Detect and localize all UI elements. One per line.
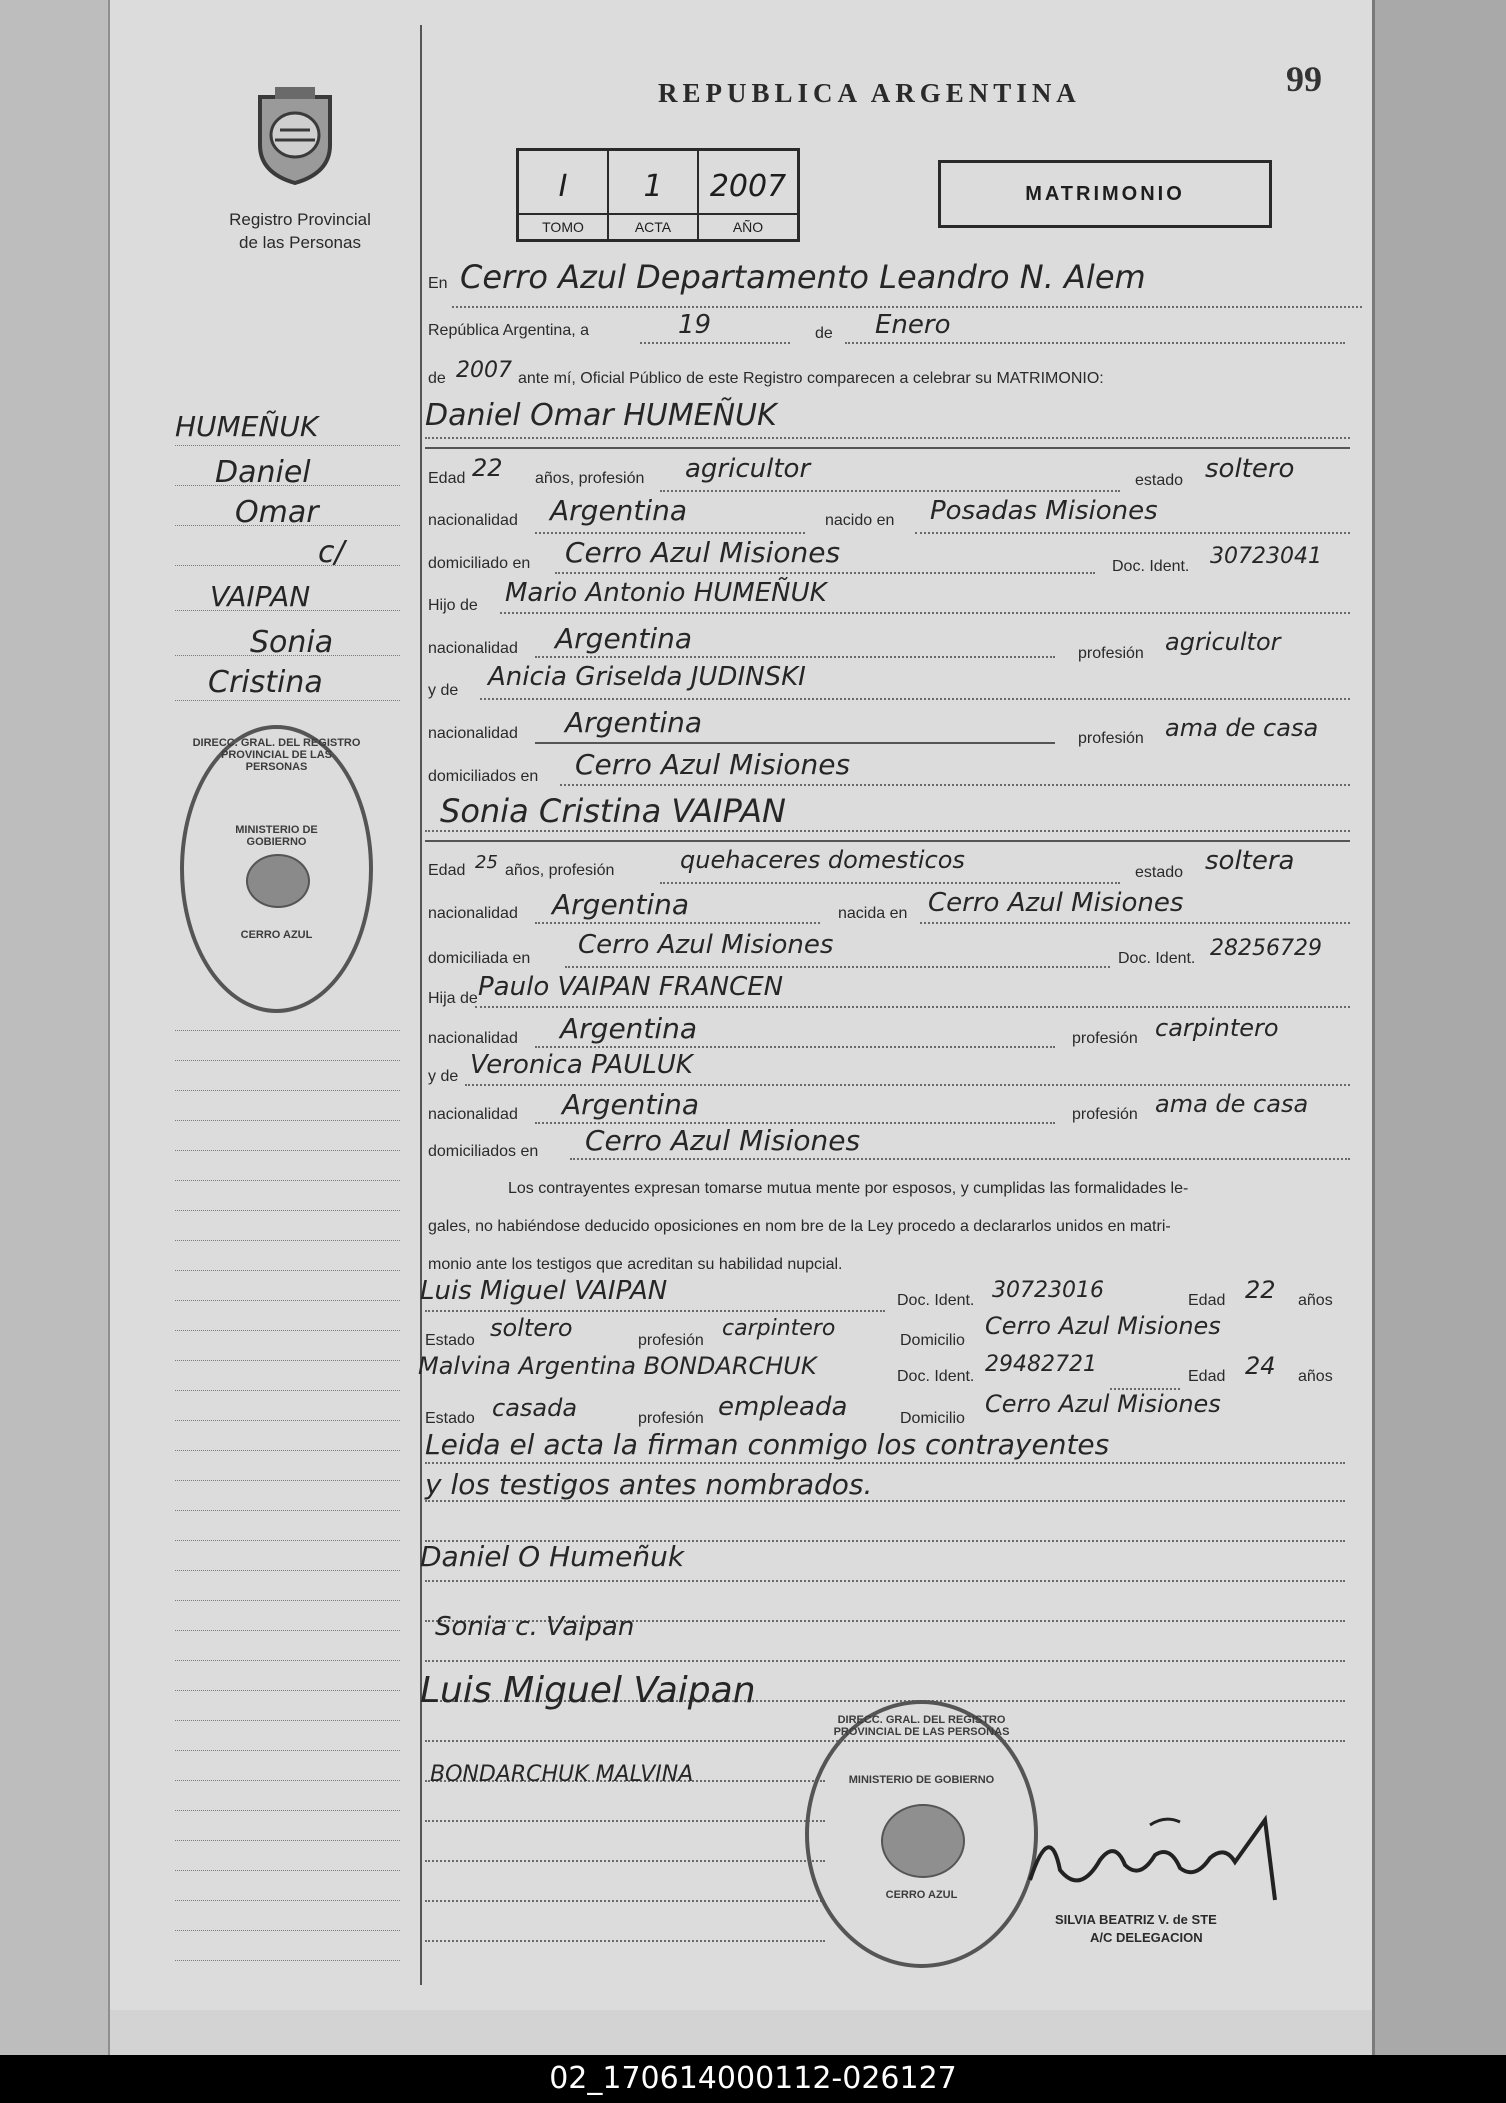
groom-name: Daniel Omar HUMEÑUK <box>425 398 777 433</box>
margin-note-surname: HUMEÑUK <box>175 410 319 443</box>
margin-rule <box>175 1960 400 1961</box>
margin-rule <box>175 1090 400 1091</box>
witness2-doc-label: Doc. Ident. <box>897 1368 975 1385</box>
en-label: En <box>428 275 448 292</box>
month-value: Enero <box>875 310 951 340</box>
bride-mother-profesion: ama de casa <box>1155 1090 1309 1118</box>
previous-page-edge <box>0 0 110 2055</box>
margin-rule <box>175 1480 400 1481</box>
bride-hija-label: Hija de <box>428 990 478 1007</box>
witness1-prof-label: profesión <box>638 1332 704 1349</box>
margin-rule <box>175 1120 400 1121</box>
groom-parents-dom-label: domiciliados en <box>428 768 539 785</box>
page-title: REPUBLICA ARGENTINA <box>658 78 1081 108</box>
groom-mother-nacionalidad: Argentina <box>565 706 703 739</box>
stamp-inner-text: MINISTERIO DE GOBIERNO <box>848 1774 995 1786</box>
section-rule <box>425 447 1350 449</box>
bride-nacida: Cerro Azul Misiones <box>928 888 1184 918</box>
witness2-edad: 24 <box>1245 1352 1276 1380</box>
groom-doc-label: Doc. Ident. <box>1112 558 1190 575</box>
witness2-estado-label: Estado <box>425 1410 475 1427</box>
margin-rule <box>175 1150 400 1151</box>
ruling <box>535 1046 1055 1048</box>
margin-rule <box>175 1570 400 1571</box>
bride-father-nacionalidad: Argentina <box>560 1012 698 1045</box>
section-rule <box>425 840 1350 842</box>
margin-rule <box>175 1750 400 1751</box>
signature-bride: Sonia c. Vaipan <box>435 1612 635 1642</box>
ruling <box>570 1158 1350 1160</box>
bride-parents-dom-label: domiciliados en <box>428 1143 539 1160</box>
margin-rule <box>175 1240 400 1241</box>
margin-rule <box>175 1630 400 1631</box>
ruling <box>535 532 805 534</box>
witness1-estado-label: Estado <box>425 1332 475 1349</box>
ruling <box>465 1084 1350 1086</box>
ruling <box>425 1310 885 1312</box>
witness2-edad-label: Edad <box>1188 1368 1226 1385</box>
ruling <box>475 1006 1350 1008</box>
registry-name-line2: de las Personas <box>239 233 361 252</box>
groom-edad-label: Edad <box>428 470 466 487</box>
record-type-box: MATRIMONIO <box>938 160 1272 228</box>
tomo-label: TOMO <box>519 213 607 239</box>
groom-domicilio-label: domiciliado en <box>428 555 531 572</box>
groom-father-nacionalidad: Argentina <box>555 622 693 655</box>
groom-mother-prof-label: profesión <box>1078 730 1144 747</box>
ruling <box>535 742 1055 744</box>
margin-rule <box>175 485 400 486</box>
official-stamp <box>805 1700 1038 1968</box>
ruling <box>452 306 1362 308</box>
groom-yde-label: y de <box>428 682 459 699</box>
officer-role: A/C DELEGACION <box>1090 1930 1203 1945</box>
bride-mother-nac-label: nacionalidad <box>428 1106 518 1123</box>
intro-text: ante mí, Oficial Público de este Registro comparecen a celebrar su MATRIMONIO: <box>518 370 1104 387</box>
right-page-edge <box>1372 0 1506 2055</box>
margin-rule <box>175 1060 400 1061</box>
signature-groom: Daniel O Humeñuk <box>420 1540 685 1573</box>
ruling <box>425 437 1350 439</box>
ruling <box>480 698 1350 700</box>
tomo-cell <box>519 151 609 239</box>
margin-rule <box>175 655 400 656</box>
stamp-outer-text: DIRECC. GRAL. DEL REGISTRO PROVINCIAL DE LAS PERSONAS <box>192 737 361 773</box>
bride-father: Paulo VAIPAN FRANCEN <box>478 972 784 1002</box>
ruling <box>535 922 820 924</box>
groom-father-nac-label: nacionalidad <box>428 640 518 657</box>
republica-label: República Argentina, a <box>428 322 589 339</box>
bride-name: Sonia Cristina VAIPAN <box>440 792 786 830</box>
acta-cell <box>609 151 699 239</box>
witness1-estado: soltero <box>490 1314 573 1342</box>
margin-rule <box>175 1360 400 1361</box>
ruling <box>640 342 790 344</box>
declaration-line2: gales, no habiéndose deducido oposiciones en nom bre de la Ley procedo a declararlos unidos en matri- <box>428 1218 1171 1235</box>
witness1-name: Luis Miguel VAIPAN <box>420 1276 668 1306</box>
groom-estado-label: estado <box>1135 472 1184 489</box>
declaration-line1: Los contrayentes expresan tomarse mutua mente por esposos, y cumplidas las formalidades le- <box>508 1180 1189 1197</box>
bride-mother-prof-label: profesión <box>1072 1106 1138 1123</box>
margin-note-line4: c/ <box>318 535 345 570</box>
groom-father: Mario Antonio HUMEÑUK <box>505 578 827 608</box>
margin-rule <box>175 1210 400 1211</box>
margin-rule <box>175 1660 400 1661</box>
ruling <box>500 612 1350 614</box>
acta-label: ACTA <box>609 213 697 239</box>
ruling <box>535 656 1055 658</box>
groom-mother-nac-label: nacionalidad <box>428 725 518 742</box>
witness1-dom-label: Domicilio <box>900 1332 965 1349</box>
stamp-outer-text: DIRECC. GRAL. DEL REGISTRO PROVINCIAL DE LAS PERSONAS <box>833 1714 1010 1738</box>
bride-father-prof-label: profesión <box>1072 1030 1138 1047</box>
margin-rule <box>175 565 400 566</box>
witness2-estado: casada <box>492 1394 578 1422</box>
officer-signature <box>1020 1800 1310 1910</box>
bride-mother: Veronica PAULUK <box>470 1050 693 1080</box>
groom-nacido-label: nacido en <box>825 512 895 529</box>
ruling <box>915 532 1350 534</box>
stamp-city-text: CERRO AZUL <box>885 1889 958 1901</box>
witness1-profesion: carpintero <box>722 1316 836 1341</box>
margin-note-line3: Omar <box>235 495 319 530</box>
margin-rule <box>175 1450 400 1451</box>
margin-rule <box>175 1270 400 1271</box>
witness1-doc: 30723016 <box>992 1278 1104 1303</box>
margin-rule <box>175 525 400 526</box>
groom-doc: 30723041 <box>1210 544 1322 569</box>
witness2-domicilio: Cerro Azul Misiones <box>985 1390 1221 1418</box>
bride-domicilio-label: domiciliada en <box>428 950 531 967</box>
margin-rule <box>175 1810 400 1811</box>
closing-line2: y los testigos antes nombrados. <box>425 1468 873 1501</box>
closing-line1: Leida el acta la firman conmigo los contrayentes <box>425 1428 1110 1461</box>
groom-domicilio: Cerro Azul Misiones <box>565 536 841 569</box>
margin-rule <box>175 1870 400 1871</box>
year-value: 2007 <box>456 358 512 383</box>
witness1-edad: 22 <box>1245 1276 1276 1304</box>
bride-domicilio: Cerro Azul Misiones <box>578 930 834 960</box>
margin-rule <box>175 1300 400 1301</box>
margin-rule <box>175 1390 400 1391</box>
groom-mother-profesion: ama de casa <box>1165 714 1319 742</box>
margin-rule <box>175 1600 400 1601</box>
margin-note-line7: Cristina <box>208 665 323 700</box>
bride-parents-domicilio: Cerro Azul Misiones <box>585 1124 861 1157</box>
groom-mother: Anicia Griselda JUDINSKI <box>488 662 806 692</box>
groom-anos-label: años, profesión <box>535 470 645 487</box>
ruling <box>425 1940 825 1942</box>
margin-rule <box>175 610 400 611</box>
stamp-seal-icon <box>246 854 310 908</box>
image-id-footer: 02_170614000112-026127 <box>0 2055 1506 2103</box>
witness2-name: Malvina Argentina BONDARCHUK <box>418 1352 817 1380</box>
margin-rule <box>175 1930 400 1931</box>
page-number: 99 <box>1286 59 1322 99</box>
ruling <box>920 922 1350 924</box>
ano-cell <box>699 151 797 239</box>
bride-doc-label: Doc. Ident. <box>1118 950 1196 967</box>
groom-estado: soltero <box>1205 454 1295 484</box>
ruling <box>425 1462 1345 1464</box>
bride-doc: 28256729 <box>1210 936 1322 961</box>
bride-edad: 25 <box>475 852 498 873</box>
witness2-anos-label: años <box>1298 1368 1333 1385</box>
witness1-doc-label: Doc. Ident. <box>897 1292 975 1309</box>
bride-nacionalidad: Argentina <box>552 888 690 921</box>
witness1-anos-label: años <box>1298 1292 1333 1309</box>
witness2-prof-label: profesión <box>638 1410 704 1427</box>
tomo-value: I <box>558 169 568 204</box>
margin-rule <box>175 1330 400 1331</box>
margin-rule <box>175 1180 400 1181</box>
de-label: de <box>815 325 833 342</box>
bride-mother-nacionalidad: Argentina <box>562 1088 700 1121</box>
bride-profesion: quehaceres domesticos <box>680 846 965 874</box>
ano-value: 2007 <box>709 169 787 204</box>
ruling <box>425 1580 1345 1582</box>
stamp-seal-icon <box>881 1804 965 1878</box>
margin-rule <box>175 1690 400 1691</box>
bride-estado: soltera <box>1205 846 1295 876</box>
signature-witness2: BONDARCHUK MALVINA <box>430 1762 694 1787</box>
bride-anos-label: años, profesión <box>505 862 615 879</box>
margin-rule <box>175 1840 400 1841</box>
groom-father-profesion: agricultor <box>1165 628 1281 656</box>
ruling <box>425 1500 1345 1502</box>
margin-rule <box>175 445 400 446</box>
bride-estado-label: estado <box>1135 864 1184 881</box>
margin-rule <box>175 1720 400 1721</box>
coat-of-arms-icon <box>250 85 340 185</box>
declaration-line3: monio ante los testigos que acreditan su habilidad nupcial. <box>428 1256 843 1273</box>
stamp-inner-text: MINISTERIO DE GOBIERNO <box>235 824 318 848</box>
ruling <box>565 966 1110 968</box>
ruling <box>845 342 1345 344</box>
groom-hijo-label: Hijo de <box>428 597 478 614</box>
bride-father-profesion: carpintero <box>1155 1014 1279 1042</box>
ruling <box>425 1900 825 1902</box>
groom-nacionalidad: Argentina <box>550 494 688 527</box>
margin-rule <box>175 1030 400 1031</box>
witness2-doc: 29482721 <box>985 1352 1097 1377</box>
day-value: 19 <box>678 310 712 340</box>
groom-nacionalidad-label: nacionalidad <box>428 512 518 529</box>
witness1-edad-label: Edad <box>1188 1292 1226 1309</box>
groom-profesion: agricultor <box>685 454 811 484</box>
groom-father-prof-label: profesión <box>1078 645 1144 662</box>
registry-name-line1: Registro Provincial <box>229 210 371 229</box>
bride-nacida-label: nacida en <box>838 905 908 922</box>
margin-note-line5: VAIPAN <box>210 580 311 613</box>
margin-official-stamp <box>180 725 373 1013</box>
margin-rule <box>175 1420 400 1421</box>
year-prefix: de <box>428 370 446 387</box>
ruling <box>555 572 1095 574</box>
ano-label: AÑO <box>699 213 797 239</box>
groom-edad: 22 <box>472 454 503 482</box>
margin-note-line2: Daniel <box>215 455 311 490</box>
ruling <box>560 784 1350 786</box>
witness1-domicilio: Cerro Azul Misiones <box>985 1312 1221 1340</box>
bride-edad-label: Edad <box>428 862 466 879</box>
margin-rule <box>175 700 400 701</box>
bride-father-nac-label: nacionalidad <box>428 1030 518 1047</box>
margin-note-line6: Sonia <box>250 625 334 660</box>
witness2-profesion: empleada <box>718 1392 848 1422</box>
ruling <box>425 1820 825 1822</box>
groom-parents-domicilio: Cerro Azul Misiones <box>575 748 851 781</box>
acta-value: 1 <box>643 169 663 204</box>
signature-witness1: Luis Miguel Vaipan <box>420 1670 756 1711</box>
ruling <box>660 882 1120 884</box>
groom-nacido: Posadas Misiones <box>930 496 1158 526</box>
bride-nacionalidad-label: nacionalidad <box>428 905 518 922</box>
witness2-dom-label: Domicilio <box>900 1410 965 1427</box>
record-number-box <box>516 148 800 242</box>
margin-rule <box>175 1510 400 1511</box>
officer-name: SILVIA BEATRIZ V. de STE <box>1055 1912 1217 1927</box>
ruling <box>425 1860 825 1862</box>
stamp-city-text: CERRO AZUL <box>240 929 313 941</box>
ruling <box>425 1660 1345 1662</box>
ruling <box>660 490 1120 492</box>
ruling <box>425 830 1350 832</box>
declaration-text <box>428 1170 1340 1284</box>
place-value: Cerro Azul Departamento Leandro N. Alem <box>460 258 1146 296</box>
margin-rule <box>175 1900 400 1901</box>
bride-yde-label: y de <box>428 1068 459 1085</box>
margin-rule <box>175 1780 400 1781</box>
margin-rule <box>175 1540 400 1541</box>
